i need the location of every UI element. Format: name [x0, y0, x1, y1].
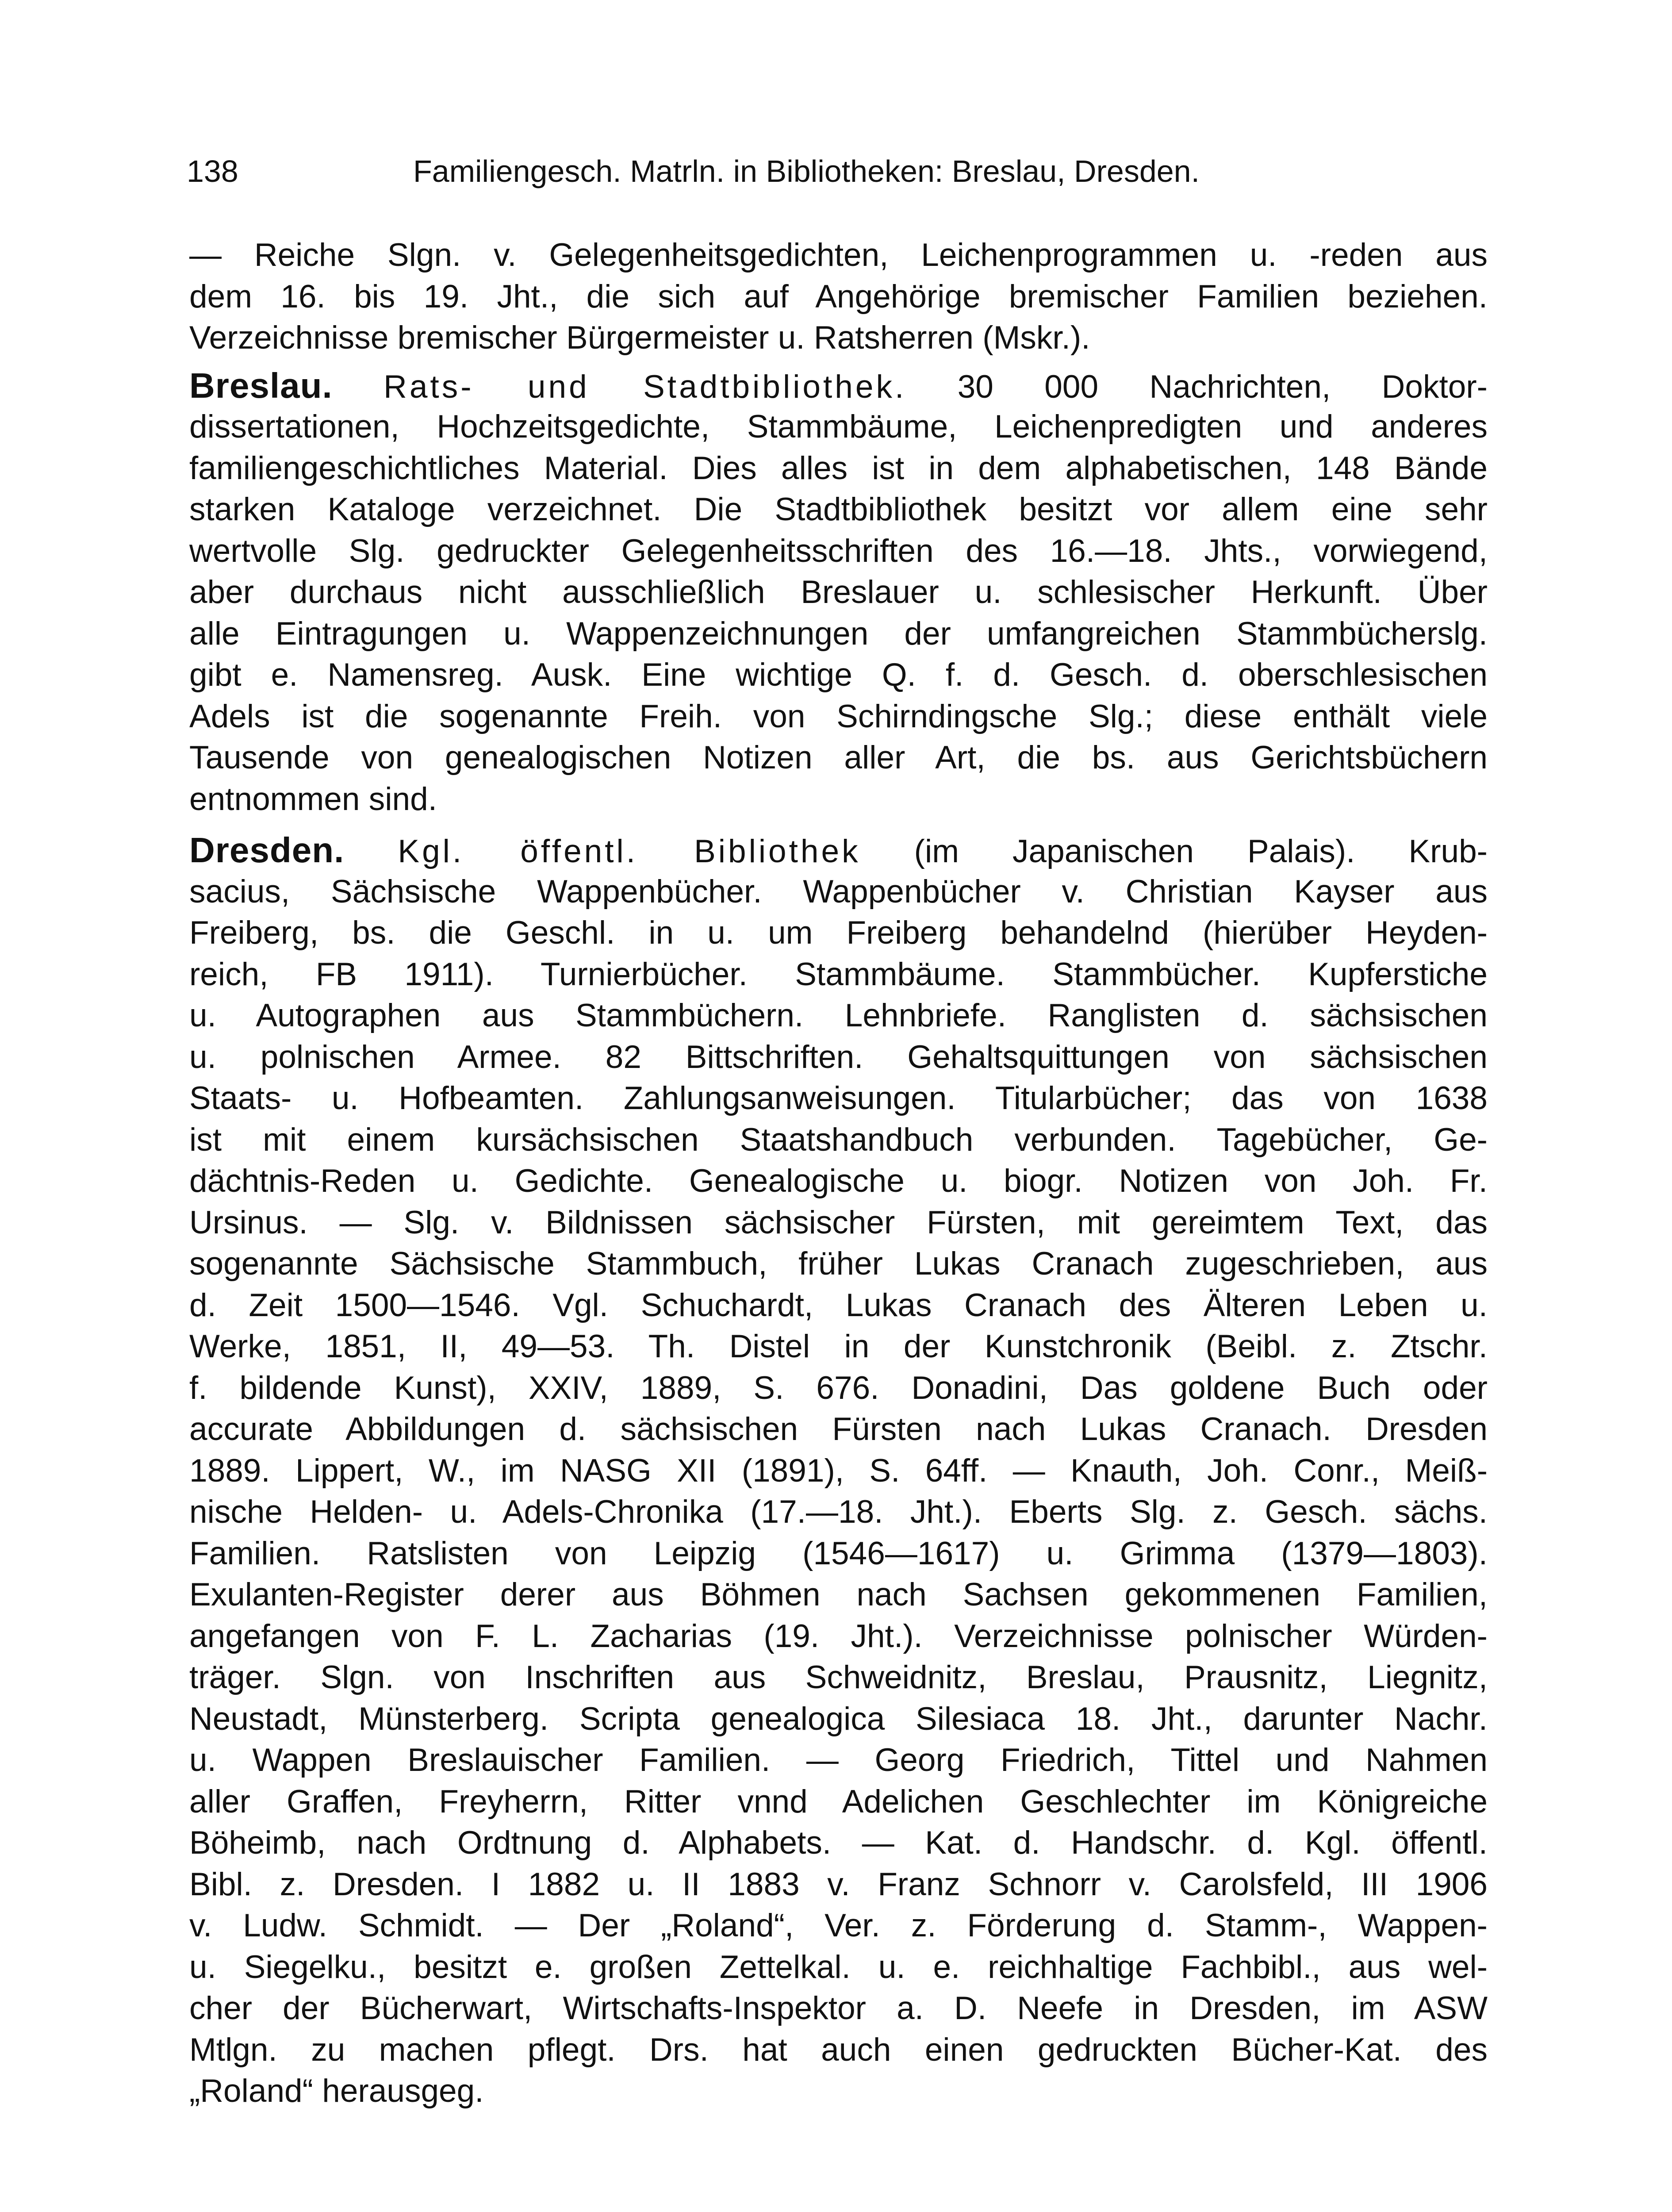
text-line: gibt e. Namensreg. Ausk. Eine wichtige Q. f. d. Gesch. d. oberschlesischen — [189, 657, 1488, 693]
text-line: nische Helden- u. Adels-Chronika (17.—18. Jht.). Eberts Slg. z. Gesch. sächs. — [189, 1494, 1488, 1530]
text-line: u. polnischen Armee. 82 Bittschriften. Gehaltsquittungen von sächsischen — [189, 1039, 1488, 1075]
text-line: „Roland“ herausgeg. — [189, 2073, 484, 2109]
text-line: Böheimb, nach Ordtnung d. Alphabets. — Kat. d. Handschr. d. Kgl. öffentl. — [189, 1825, 1488, 1861]
text-line: accurate Abbildungen d. sächsischen Fürsten nach Lukas Cranach. Dresden — [189, 1411, 1488, 1447]
running-title: Familiengesch. Matrln. in Bibliotheken: Breslau, Dresden. — [413, 154, 1200, 188]
institution-name: Kgl. öffentl. Bibliothek — [398, 833, 861, 869]
text-line: wertvolle Slg. gedruckter Gelegenheitsschriften des 16.—18. Jhts., vorwiegend, — [189, 533, 1488, 569]
running-head — [187, 147, 1514, 196]
text-line: u. Siegelku., besitzt e. großen Zettelkal. u. e. reichhaltige Fachbibl., aus wel- — [189, 1949, 1488, 1985]
text-line: 1889. Lippert, W., im NASG XII (1891), S. 64ff. — Knauth, Joh. Conr., Meiß- — [189, 1452, 1488, 1489]
text-line-first — [189, 830, 1488, 871]
entry-heading-dresden: Dresden. — [189, 830, 345, 870]
text-line: Ursinus. — Slg. v. Bildnissen sächsischer Fürsten, mit gereimtem Text, das — [189, 1204, 1488, 1240]
text-line: cher der Bücherwart, Wirtschafts-Inspektor a. D. Neefe in Dresden, im ASW — [189, 1990, 1488, 2026]
text-line: u. Autographen aus Stammbüchern. Lehnbriefe. Ranglisten d. sächsischen — [189, 998, 1488, 1033]
text-line: Adels ist die sogenannte Freih. von Schirndingsche Slg.; diese enthält viele — [189, 698, 1488, 734]
text-line: — Reiche Slgn. v. Gelegenheitsgedichten, Leichenprogrammen u. -reden aus — [189, 237, 1488, 273]
paragraph-breslau — [189, 365, 1488, 820]
text-line: u. Wappen Breslauischer Familien. — Georg Friedrich, Tittel und Nahmen — [189, 1742, 1488, 1778]
paragraph-dresden — [189, 830, 1488, 2112]
entry-heading-breslau: Breslau. — [189, 365, 333, 405]
text-line: dem 16. bis 19. Jht., die sich auf Angehörige bremischer Familien beziehen. — [189, 278, 1488, 315]
text-line: ist mit einem kursächsischen Staatshandbuch verbunden. Tagebücher, Ge- — [189, 1121, 1488, 1158]
text-segment: 30 000 Nachrichten, Doktor- — [957, 369, 1488, 405]
text-line: sacius, Sächsische Wappenbücher. Wappenbücher v. Christian Kayser aus — [189, 873, 1488, 910]
text-line: Werke, 1851, II, 49—53. Th. Distel in der Kunstchronik (Beibl. z. Ztschr. — [189, 1329, 1488, 1364]
text-line: entnommen sind. — [189, 781, 437, 817]
text-line: alle Eintragungen u. Wappenzeichnungen der umfangreichen Stammbücherslg. — [189, 615, 1488, 652]
text-segment: (im Japanischen Palais). Krub- — [914, 833, 1488, 869]
text-line: aber durchaus nicht ausschließlich Breslauer u. schlesischer Herkunft. Über — [189, 574, 1488, 610]
text-line-first — [189, 365, 1488, 407]
text-line: Mtlgn. zu machen pflegt. Drs. hat auch einen gedruckten Bücher-Kat. des — [189, 2032, 1488, 2068]
text-line: Neustadt, Münsterberg. Scripta genealogica Silesiaca 18. Jht., darunter Nachr. — [189, 1701, 1488, 1737]
text-line: sogenannte Sächsische Stammbuch, früher Lukas Cranach zugeschrieben, aus — [189, 1246, 1488, 1282]
text-line: dächtnis-Reden u. Gedichte. Genealogische u. biogr. Notizen von Joh. Fr. — [189, 1163, 1488, 1199]
text-line: starken Kataloge verzeichnet. Die Stadtbibliothek besitzt vor allem eine sehr — [189, 492, 1488, 527]
text-line: Freiberg, bs. die Geschl. in u. um Freiberg behandelnd (hierüber Heyden- — [189, 915, 1488, 951]
text-line: angefangen von F. L. Zacharias (19. Jht.). Verzeichnisse polnischer Würden- — [189, 1618, 1488, 1654]
text-line: träger. Slgn. von Inschriften aus Schweidnitz, Breslau, Prausnitz, Liegnitz, — [189, 1659, 1488, 1695]
text-line: aller Graffen, Freyherrn, Ritter vnnd Adelichen Geschlechter im Königreiche — [189, 1783, 1488, 1820]
institution-name: Rats- und Stadtbibliothek. — [383, 369, 907, 405]
text-line: dissertationen, Hochzeitsgedichte, Stammbäume, Leichenpredigten und anderes — [189, 409, 1488, 445]
text-line: reich, FB 1911). Turnierbücher. Stammbäume. Stammbücher. Kupferstiche — [189, 956, 1488, 992]
text-line: d. Zeit 1500—1546. Vgl. Schuchardt, Lukas Cranach des Älteren Leben u. — [189, 1287, 1488, 1323]
text-line: v. Ludw. Schmidt. — Der „Roland“, Ver. z. Förderung d. Stamm-, Wappen- — [189, 1908, 1488, 1943]
text-line: Exulanten-Register derer aus Böhmen nach Sachsen gekommenen Familien, — [189, 1577, 1488, 1613]
text-line: Familien. Ratslisten von Leipzig (1546—1617) u. Grimma (1379—1803). — [189, 1535, 1488, 1571]
body-text — [189, 234, 1488, 2112]
text-line: Staats- u. Hofbeamten. Zahlungsanweisungen. Titularbücher; das von 1638 — [189, 1080, 1488, 1116]
text-line: Verzeichnisse bremischer Bürgermeister u. Ratsherren (Mskr.). — [189, 320, 1090, 356]
page-number: 138 — [187, 154, 238, 188]
text-line: Bibl. z. Dresden. I 1882 u. II 1883 v. Franz Schnorr v. Carolsfeld, III 1906 — [189, 1866, 1488, 1902]
text-line: familiengeschichtliches Material. Dies alles ist in dem alphabetischen, 148 Bände — [189, 450, 1488, 486]
text-line: Tausende von genealogischen Notizen aller Art, die bs. aus Gerichtsbüchern — [189, 740, 1488, 776]
text-line: f. bildende Kunst), XXIV, 1889, S. 676. Donadini, Das goldene Buch oder — [189, 1370, 1488, 1406]
paragraph-bremen — [189, 234, 1488, 359]
